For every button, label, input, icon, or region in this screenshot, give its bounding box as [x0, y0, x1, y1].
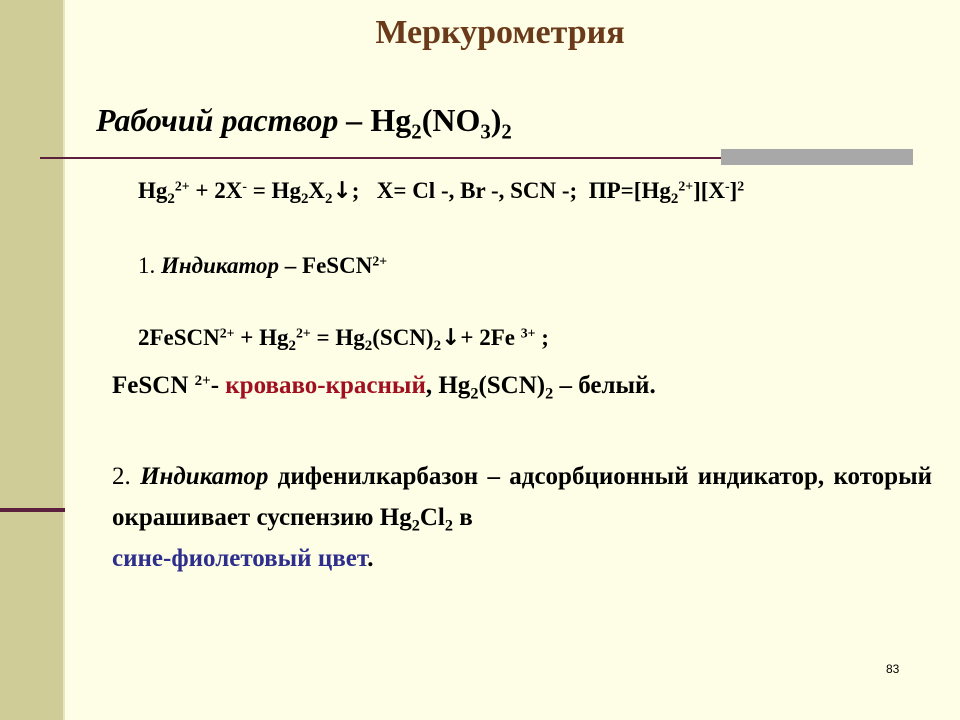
solubility-product-label: ПР=[Hg — [588, 178, 671, 203]
indicator-2-end: в — [452, 504, 473, 531]
indicator-2-cl: Cl — [419, 504, 445, 531]
eq2-tail: + 2Fe — [460, 325, 521, 350]
down-arrow-icon: ↓ — [441, 325, 461, 351]
indicator-1-name: – FeSCN — [279, 253, 373, 278]
x-definition: X= — [376, 178, 413, 203]
blood-red-text: кроваво-красный — [225, 372, 426, 399]
eq2-end: ; — [535, 325, 549, 350]
white-text: – белый. — [553, 372, 656, 399]
scn-formula: (SCN) — [478, 372, 546, 399]
fe-charge: 3+ — [520, 325, 536, 341]
sidebar-rule — [0, 508, 65, 512]
indicator-2-number: 2. — [112, 463, 141, 490]
pr-close: ][X — [693, 178, 726, 203]
sidebar-band — [0, 0, 63, 720]
indicator-2-period: . — [367, 545, 374, 572]
header-divider-block — [721, 149, 913, 165]
halides-list: Cl -, Br -, SCN -; — [412, 178, 578, 203]
subtitle-label: Рабочий раствор – — [96, 102, 371, 138]
pr-end: ] — [729, 178, 738, 203]
equation-indicator-reaction: 2FeSCN$^{2+}$ + $Hg_2^{2+}$ = $Hg_2(SCN)_2↓+ 2Fe$ $^{3+}$ ; — [138, 325, 549, 355]
violet-color-text: сине-фиолетовый цвет — [112, 545, 368, 572]
colors-mid: , Hg — [425, 372, 471, 399]
fescn-charge: 2+ — [194, 372, 211, 389]
indicator-2-paragraph: 2. Индикатор дифенилкарбазон – адсорбционный индикатор, который окрашивает суспензию $Hg_2Cl_2$ в сине-фиолетовый цвет. — [112, 456, 932, 579]
indicator-1-number: 1. — [138, 253, 161, 278]
pr-charge: 2+ — [678, 178, 694, 194]
indicator-2-label: Индикатор — [140, 463, 269, 490]
indicator-1-line — [138, 253, 387, 279]
down-arrow-icon: ↓ — [332, 178, 352, 204]
color-description: FeSCN $^{2+}$- кроваво-красный, $Hg_2(SCN)_2$ – белый. — [112, 372, 656, 403]
colors-dash: - — [210, 372, 226, 399]
sidebar-border — [63, 0, 65, 720]
slide-title: Меркурометрия — [375, 14, 625, 51]
page-number: 83 — [886, 662, 900, 676]
indicator-2-last-line — [112, 538, 932, 579]
slide-subtitle: Рабочий раствор – $Hg_2(NO_3)_2$ — [96, 102, 512, 144]
equation-precipitation: $Hg_2^{2+} + 2X^-$ = $Hg_2X_2↓$; X= Cl -, Br -, SCN -; $ПР=[Hg_2^{2+}][X^-]^2$ — [138, 178, 745, 208]
indicator-2-text: дифенилкарбазон – адсорбционный индикатор, который окрашивает суспензию Hg — [112, 463, 932, 531]
fescn-formula: FeSCN — [112, 372, 195, 399]
indicator-1-label: Индикатор — [161, 253, 280, 278]
pr-x-charge: - — [725, 178, 730, 194]
indicator-1-charge: 2+ — [372, 253, 388, 269]
pr-exponent: 2 — [737, 178, 745, 194]
